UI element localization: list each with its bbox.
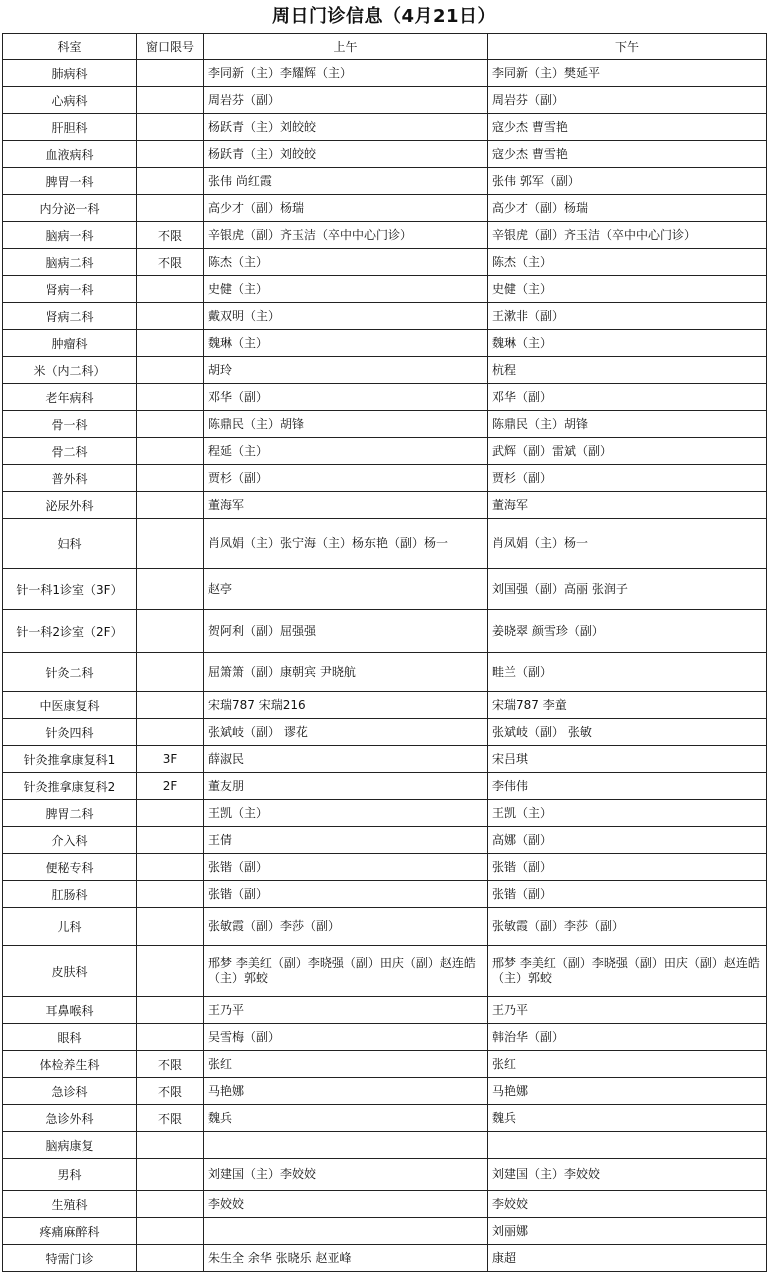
am-cell: 刘建国（主）李姣姣 bbox=[204, 1159, 488, 1191]
limit-cell bbox=[137, 908, 204, 946]
table-row bbox=[3, 653, 767, 692]
limit-cell bbox=[137, 411, 204, 438]
limit-cell bbox=[137, 719, 204, 746]
table-row bbox=[3, 800, 767, 827]
pm-cell: 韩治华（副） bbox=[488, 1024, 767, 1051]
table-row bbox=[3, 384, 767, 411]
am-cell: 吴雪梅（副） bbox=[204, 1024, 488, 1051]
am-cell: 薛淑民 bbox=[204, 746, 488, 773]
am-cell: 张红 bbox=[204, 1051, 488, 1078]
limit-cell bbox=[137, 114, 204, 141]
limit-cell bbox=[137, 519, 204, 569]
pm-cell: 邓华（副） bbox=[488, 384, 767, 411]
table-row bbox=[3, 692, 767, 719]
dept-cell: 生殖科 bbox=[3, 1191, 137, 1218]
dept-cell: 眼科 bbox=[3, 1024, 137, 1051]
am-cell: 王乃平 bbox=[204, 997, 488, 1024]
dept-cell: 急诊外科 bbox=[3, 1105, 137, 1132]
limit-cell bbox=[137, 87, 204, 114]
dept-cell: 针一科1诊室（3F） bbox=[3, 569, 137, 610]
pm-cell: 张伟 郭军（副） bbox=[488, 168, 767, 195]
limit-cell: 3F bbox=[137, 746, 204, 773]
limit-cell bbox=[137, 195, 204, 222]
table-row bbox=[3, 746, 767, 773]
am-cell: 杨跃青（主）刘皎皎 bbox=[204, 141, 488, 168]
dept-cell: 便秘专科 bbox=[3, 854, 137, 881]
limit-cell: 不限 bbox=[137, 1051, 204, 1078]
dept-cell: 男科 bbox=[3, 1159, 137, 1191]
am-cell: 邓华（副） bbox=[204, 384, 488, 411]
header-dept: 科室 bbox=[3, 34, 137, 60]
limit-cell bbox=[137, 1024, 204, 1051]
table-row bbox=[3, 249, 767, 276]
dept-cell: 肿瘤科 bbox=[3, 330, 137, 357]
pm-cell: 陈鼎民（主）胡锋 bbox=[488, 411, 767, 438]
am-cell: 王凯（主） bbox=[204, 800, 488, 827]
am-cell bbox=[204, 1218, 488, 1245]
table-row bbox=[3, 438, 767, 465]
pm-cell bbox=[488, 1132, 767, 1159]
pm-cell: 刘丽娜 bbox=[488, 1218, 767, 1245]
limit-cell bbox=[137, 303, 204, 330]
pm-cell: 王凯（主） bbox=[488, 800, 767, 827]
pm-cell: 贾杉（副） bbox=[488, 465, 767, 492]
table-body bbox=[3, 60, 767, 1272]
limit-cell bbox=[137, 465, 204, 492]
limit-cell: 2F bbox=[137, 773, 204, 800]
limit-cell: 不限 bbox=[137, 1105, 204, 1132]
dept-cell: 儿科 bbox=[3, 908, 137, 946]
dept-cell: 普外科 bbox=[3, 465, 137, 492]
dept-cell: 肺病科 bbox=[3, 60, 137, 87]
dept-cell: 老年病科 bbox=[3, 384, 137, 411]
table-row bbox=[3, 1191, 767, 1218]
limit-cell bbox=[137, 141, 204, 168]
limit-cell bbox=[137, 569, 204, 610]
pm-cell: 董海军 bbox=[488, 492, 767, 519]
table-row bbox=[3, 569, 767, 610]
dept-cell: 急诊科 bbox=[3, 1078, 137, 1105]
limit-cell bbox=[137, 997, 204, 1024]
header-am: 上午 bbox=[204, 34, 488, 60]
limit-cell bbox=[137, 1159, 204, 1191]
pm-cell: 史健（主） bbox=[488, 276, 767, 303]
am-cell: 贾杉（副） bbox=[204, 465, 488, 492]
table-row bbox=[3, 303, 767, 330]
limit-cell bbox=[137, 800, 204, 827]
dept-cell: 介入科 bbox=[3, 827, 137, 854]
am-cell: 李姣姣 bbox=[204, 1191, 488, 1218]
pm-cell: 马艳娜 bbox=[488, 1078, 767, 1105]
dept-cell: 妇科 bbox=[3, 519, 137, 569]
pm-cell: 寇少杰 曹雪艳 bbox=[488, 114, 767, 141]
pm-cell: 李姣姣 bbox=[488, 1191, 767, 1218]
am-cell: 辛银虎（副）齐玉洁（卒中中心门诊） bbox=[204, 222, 488, 249]
table-row bbox=[3, 854, 767, 881]
am-cell: 肖凤娟（主）张宁海（主）杨东艳（副）杨一 bbox=[204, 519, 488, 569]
page-title: 周日门诊信息（4月21日） bbox=[271, 6, 497, 27]
am-cell: 李同新（主）李耀辉（主） bbox=[204, 60, 488, 87]
pm-cell: 高娜（副） bbox=[488, 827, 767, 854]
limit-cell bbox=[137, 384, 204, 411]
pm-cell: 姜晓翠 颜雪珍（副） bbox=[488, 610, 767, 653]
dept-cell: 针一科2诊室（2F） bbox=[3, 610, 137, 653]
dept-cell: 针灸二科 bbox=[3, 653, 137, 692]
header-limit: 窗口限号 bbox=[137, 34, 204, 60]
am-cell: 张伟 尚红霞 bbox=[204, 168, 488, 195]
table-row bbox=[3, 881, 767, 908]
table-row bbox=[3, 141, 767, 168]
pm-cell: 周岩芬（副） bbox=[488, 87, 767, 114]
dept-cell: 针灸推拿康复科2 bbox=[3, 773, 137, 800]
am-cell bbox=[204, 1132, 488, 1159]
pm-cell: 张锴（副） bbox=[488, 854, 767, 881]
pm-cell: 李同新（主）樊延平 bbox=[488, 60, 767, 87]
am-cell: 陈杰（主） bbox=[204, 249, 488, 276]
am-cell: 马艳娜 bbox=[204, 1078, 488, 1105]
dept-cell: 内分泌一科 bbox=[3, 195, 137, 222]
limit-cell bbox=[137, 438, 204, 465]
table-row bbox=[3, 519, 767, 569]
dept-cell: 肾病二科 bbox=[3, 303, 137, 330]
am-cell: 邢梦 李美红（副）李晓强（副）田庆（副）赵连皓（主）郭蛟 bbox=[204, 946, 488, 997]
dept-cell: 肝胆科 bbox=[3, 114, 137, 141]
pm-cell: 魏兵 bbox=[488, 1105, 767, 1132]
table-row bbox=[3, 1245, 767, 1272]
pm-cell: 辛银虎（副）齐玉洁（卒中中心门诊） bbox=[488, 222, 767, 249]
table-row bbox=[3, 773, 767, 800]
am-cell: 贺阿利（副）屈强强 bbox=[204, 610, 488, 653]
dept-cell: 疼痛麻醉科 bbox=[3, 1218, 137, 1245]
am-cell: 魏琳（主） bbox=[204, 330, 488, 357]
pm-cell: 王漱非（副） bbox=[488, 303, 767, 330]
limit-cell bbox=[137, 1191, 204, 1218]
am-cell: 胡玲 bbox=[204, 357, 488, 384]
table-row bbox=[3, 1105, 767, 1132]
pm-cell: 邢梦 李美红（副）李晓强（副）田庆（副）赵连皓（主）郭蛟 bbox=[488, 946, 767, 997]
dept-cell: 骨一科 bbox=[3, 411, 137, 438]
limit-cell bbox=[137, 276, 204, 303]
table-row bbox=[3, 1051, 767, 1078]
table-row bbox=[3, 610, 767, 653]
pm-cell: 陈杰（主） bbox=[488, 249, 767, 276]
dept-cell: 中医康复科 bbox=[3, 692, 137, 719]
table-row bbox=[3, 60, 767, 87]
dept-cell: 针灸推拿康复科1 bbox=[3, 746, 137, 773]
dept-cell: 脑病一科 bbox=[3, 222, 137, 249]
table-row bbox=[3, 222, 767, 249]
limit-cell bbox=[137, 1218, 204, 1245]
am-cell: 王倩 bbox=[204, 827, 488, 854]
am-cell: 张锴（副） bbox=[204, 881, 488, 908]
am-cell: 程延（主） bbox=[204, 438, 488, 465]
am-cell: 史健（主） bbox=[204, 276, 488, 303]
am-cell: 戴双明（主） bbox=[204, 303, 488, 330]
pm-cell: 王乃平 bbox=[488, 997, 767, 1024]
am-cell: 董友朋 bbox=[204, 773, 488, 800]
am-cell: 魏兵 bbox=[204, 1105, 488, 1132]
limit-cell bbox=[137, 692, 204, 719]
limit-cell bbox=[137, 610, 204, 653]
limit-cell bbox=[137, 168, 204, 195]
am-cell: 高少才（副）杨瑞 bbox=[204, 195, 488, 222]
pm-cell: 张斌岐（副） 张敏 bbox=[488, 719, 767, 746]
pm-cell: 张敏霞（副）李莎（副） bbox=[488, 908, 767, 946]
am-cell: 杨跃青（主）刘皎皎 bbox=[204, 114, 488, 141]
limit-cell bbox=[137, 330, 204, 357]
table-row bbox=[3, 1024, 767, 1051]
limit-cell bbox=[137, 1132, 204, 1159]
am-cell: 屈箫箫（副）康朝宾 尹晓航 bbox=[204, 653, 488, 692]
pm-cell: 张锴（副） bbox=[488, 881, 767, 908]
dept-cell: 特需门诊 bbox=[3, 1245, 137, 1272]
dept-cell: 泌尿外科 bbox=[3, 492, 137, 519]
am-cell: 宋瑞787 宋瑞216 bbox=[204, 692, 488, 719]
am-cell: 张斌岐（副） 谬花 bbox=[204, 719, 488, 746]
limit-cell bbox=[137, 854, 204, 881]
dept-cell: 耳鼻喉科 bbox=[3, 997, 137, 1024]
dept-cell: 米（内二科） bbox=[3, 357, 137, 384]
table-row bbox=[3, 719, 767, 746]
pm-cell: 杭程 bbox=[488, 357, 767, 384]
am-cell: 张锴（副） bbox=[204, 854, 488, 881]
dept-cell: 心病科 bbox=[3, 87, 137, 114]
pm-cell: 高少才（副）杨瑞 bbox=[488, 195, 767, 222]
am-cell: 陈鼎民（主）胡锋 bbox=[204, 411, 488, 438]
dept-cell: 肛肠科 bbox=[3, 881, 137, 908]
pm-cell: 宋瑞787 李童 bbox=[488, 692, 767, 719]
table-row bbox=[3, 1159, 767, 1191]
pm-cell: 肖凤娟（主）杨一 bbox=[488, 519, 767, 569]
dept-cell: 肾病一科 bbox=[3, 276, 137, 303]
header-row bbox=[3, 34, 767, 60]
limit-cell bbox=[137, 492, 204, 519]
limit-cell bbox=[137, 60, 204, 87]
limit-cell bbox=[137, 357, 204, 384]
table-row bbox=[3, 168, 767, 195]
table-row bbox=[3, 1132, 767, 1159]
pm-cell: 寇少杰 曹雪艳 bbox=[488, 141, 767, 168]
am-cell: 张敏霞（副）李莎（副） bbox=[204, 908, 488, 946]
dept-cell: 血液病科 bbox=[3, 141, 137, 168]
dept-cell: 皮肤科 bbox=[3, 946, 137, 997]
pm-cell: 刘国强（副）高丽 张润子 bbox=[488, 569, 767, 610]
table-row bbox=[3, 114, 767, 141]
pm-cell: 魏琳（主） bbox=[488, 330, 767, 357]
table-row bbox=[3, 465, 767, 492]
pm-cell: 李伟伟 bbox=[488, 773, 767, 800]
header-pm: 下午 bbox=[488, 34, 767, 60]
table-row bbox=[3, 87, 767, 114]
am-cell: 赵亭 bbox=[204, 569, 488, 610]
am-cell: 朱生全 余华 张晓乐 赵亚峰 bbox=[204, 1245, 488, 1272]
limit-cell bbox=[137, 653, 204, 692]
table-row bbox=[3, 997, 767, 1024]
pm-cell: 畦兰（副） bbox=[488, 653, 767, 692]
dept-cell: 脾胃一科 bbox=[3, 168, 137, 195]
table-row bbox=[3, 330, 767, 357]
dept-cell: 骨二科 bbox=[3, 438, 137, 465]
schedule-table bbox=[2, 33, 767, 1272]
table-row bbox=[3, 357, 767, 384]
table-row bbox=[3, 195, 767, 222]
pm-cell: 宋吕琪 bbox=[488, 746, 767, 773]
am-cell: 董海军 bbox=[204, 492, 488, 519]
pm-cell: 张红 bbox=[488, 1051, 767, 1078]
table-row bbox=[3, 908, 767, 946]
limit-cell: 不限 bbox=[137, 249, 204, 276]
dept-cell: 脑病康复 bbox=[3, 1132, 137, 1159]
table-row bbox=[3, 276, 767, 303]
table-row bbox=[3, 492, 767, 519]
limit-cell bbox=[137, 881, 204, 908]
table-row bbox=[3, 1078, 767, 1105]
dept-cell: 针灸四科 bbox=[3, 719, 137, 746]
pm-cell: 康超 bbox=[488, 1245, 767, 1272]
dept-cell: 体检养生科 bbox=[3, 1051, 137, 1078]
table-row bbox=[3, 411, 767, 438]
table-row bbox=[3, 946, 767, 997]
limit-cell: 不限 bbox=[137, 1078, 204, 1105]
pm-cell: 武辉（副）雷斌（副） bbox=[488, 438, 767, 465]
am-cell: 周岩芬（副） bbox=[204, 87, 488, 114]
pm-cell: 刘建国（主）李姣姣 bbox=[488, 1159, 767, 1191]
limit-cell: 不限 bbox=[137, 222, 204, 249]
dept-cell: 脑病二科 bbox=[3, 249, 137, 276]
table-row bbox=[3, 827, 767, 854]
limit-cell bbox=[137, 946, 204, 997]
table-row bbox=[3, 1218, 767, 1245]
limit-cell bbox=[137, 827, 204, 854]
limit-cell bbox=[137, 1245, 204, 1272]
dept-cell: 脾胃二科 bbox=[3, 800, 137, 827]
